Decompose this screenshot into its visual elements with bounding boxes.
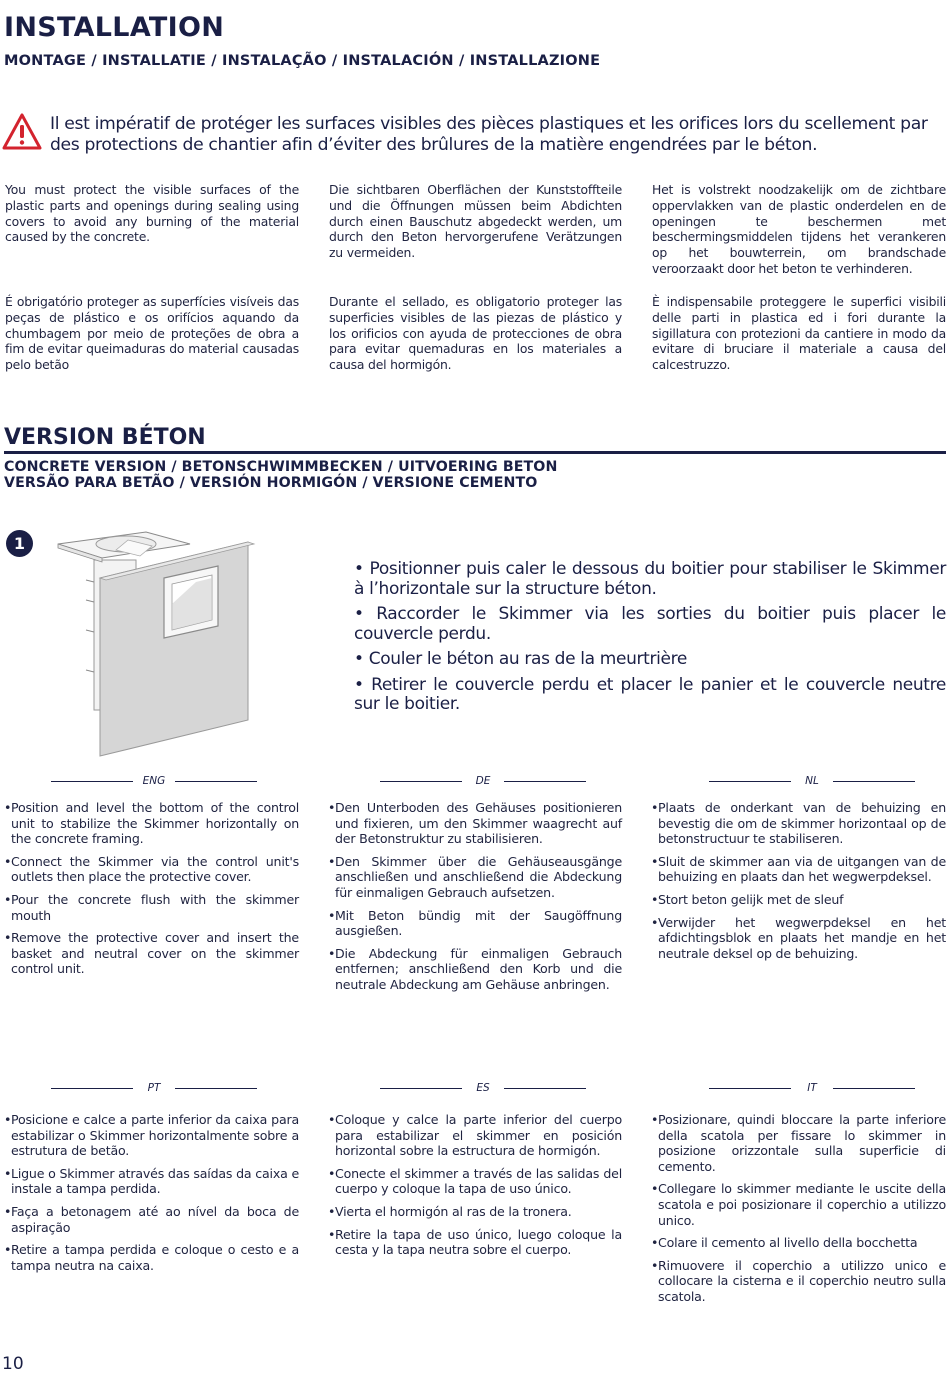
section-title: VERSION BÉTON: [4, 425, 206, 450]
list-item: • Mit Beton bündig mit der Saugöffnung ausgießen.: [328, 908, 622, 939]
instructions-eng: [4, 800, 299, 984]
instructions-de: [328, 800, 622, 1000]
list-item: • Position and level the bottom of the control unit to stabilize the Skimmer horizontally on the concrete framing.: [4, 800, 299, 847]
list-item: • Remove the protective cover and insert the basket and neutral cover on the skimmer control unit.: [4, 930, 299, 977]
list-item: • Posizionare, quindi bloccare la parte inferiore della scatola per fissare lo skimmer in posizione orizzontale sulla superficie di cemento.: [651, 1112, 946, 1174]
list-item: • Stort beton gelijk met de sleuf: [651, 892, 946, 908]
lang-header-de: DE: [380, 775, 586, 787]
list-item: • Retire la tapa de uso único, luego coloque la cesta y la tapa neutra sobre el cuerpo.: [328, 1227, 622, 1258]
fr-instructions: [354, 560, 946, 721]
list-item: • Vierta el hormigón al ras de la tronera.: [328, 1204, 622, 1220]
list-item: • Den Unterboden des Gehäuses positionieren und fixieren, um den Skimmer waagrecht auf der Betonstruktur zu stabilisieren.: [328, 800, 622, 847]
list-item: • Connect the Skimmer via the control unit's outlets then place the protective cover.: [4, 854, 299, 885]
lang-header-eng: ENG: [51, 775, 257, 787]
list-item: • Faça a betonagem até ao nível da boca de aspiração: [4, 1204, 299, 1235]
list-item: • Den Skimmer über die Gehäuseausgänge anschließen und anschließend die Abdeckung für einmaligen Gebrauch aufsetzen.: [328, 854, 622, 901]
section-divider: [4, 451, 946, 454]
warning-triangle-icon: [2, 112, 42, 152]
instructions-it: [651, 1112, 946, 1312]
step-number-badge: 1: [6, 530, 33, 557]
list-item: • Retire a tampa perdida e coloque o cesto e a tampa neutra na caixa.: [4, 1242, 299, 1273]
list-item: • Plaats de onderkant van de behuizing en bevestig die om de skimmer horizontaal op de betonstructuur te stabiliseren.: [651, 800, 946, 847]
list-item: • Sluit de skimmer aan via de uitgangen van de behuizing en plaats dan het wegwerpdeksel.: [651, 854, 946, 885]
list-item: • Verwijder het wegwerpdeksel en het afdichtingsblok en plaats het mandje en het neutrale deksel op de behuizing.: [651, 915, 946, 962]
lang-header-nl: NL: [709, 775, 915, 787]
skimmer-illustration: [56, 520, 306, 778]
fr-bullet: • Retirer le couvercle perdu et placer le panier et le couvercle neutre sur le boitier.: [354, 674, 946, 714]
warning-de: Die sichtbaren Oberflächen der Kunststoffteile und die Öffnungen müssen beim Abdichten durch einen Bauschutz abgedeckt werden, um durch den Beton hervorgerufene Verätzungen zu vermeiden.: [329, 182, 622, 261]
fr-bullet: • Raccorder le Skimmer via les sorties du boitier puis placer le couvercle perdu.: [354, 604, 946, 644]
list-item: • Die Abdeckung für einmaligen Gebrauch entfernen; anschließend den Korb und die neutrale Abdeckung am Gehäuse anbringen.: [328, 946, 622, 993]
list-item: • Pour the concrete flush with the skimmer mouth: [4, 892, 299, 923]
list-item: • Conecte el skimmer a través de las salidas del cuerpo y coloque la tapa de uso único.: [328, 1166, 622, 1197]
lang-header-it: IT: [709, 1082, 915, 1094]
instructions-pt: [4, 1112, 299, 1280]
instructions-es: [328, 1112, 622, 1265]
page-title: INSTALLATION: [4, 12, 225, 43]
warning-text: Il est impératif de protéger les surfaces visibles des pièces plastiques et les orifices lors du scellement par des protections de chantier afin d’éviter des brûlures de la matière engendrées par le béton.: [50, 114, 928, 155]
fr-bullet: • Positionner puis caler le dessous du boitier pour stabiliser le Skimmer à l’horizontale sur la structure béton.: [354, 559, 946, 599]
list-item: • Colare il cemento al livello della bocchetta: [651, 1235, 946, 1251]
warning-nl: Het is volstrekt noodzakelijk om de zichtbare oppervlakken van de plastic onderdelen en de openingen te beschermen met beschermingsmiddelen tijdens het verankeren op het bouwterrein, om brandschade veroorzaakt door het beton te verhinderen.: [652, 182, 946, 276]
list-item: • Ligue o Skimmer através das saídas da caixa e instale a tampa perdida.: [4, 1166, 299, 1197]
lang-header-pt: PT: [51, 1082, 257, 1094]
list-item: • Posicione e calce a parte inferior da caixa para estabilizar o Skimmer horizontalmente sobre a estrutura de betão.: [4, 1112, 299, 1159]
instructions-nl: [651, 800, 946, 968]
list-item: • Coloque y calce la parte inferior del cuerpo para estabilizar el skimmer en posición horizontal sobre la estructura de hormigón.: [328, 1112, 622, 1159]
warning-eng: You must protect the visible surfaces of the plastic parts and openings during sealing using covers to avoid any burning of the material caused by the concrete.: [5, 182, 299, 245]
warning-it: È indispensabile proteggere le superfici visibili delle parti in plastica ed i fori durante la sigillatura con protezioni da cantiere in modo da evitare di bruciare il materiale a causa del calcestruzzo.: [652, 294, 946, 373]
warning-pt: É obrigatório proteger as superfícies visíveis das peças de plástico e os orifícios aquando da chumbagem por meio de proteções de obra a fim de evitar queimaduras do material causadas pelo betão: [5, 294, 299, 373]
lang-header-es: ES: [380, 1082, 586, 1094]
list-item: • Rimuovere il coperchio a utilizzo unico e collocare la cisterna e il coperchio neutro sulla scatola.: [651, 1258, 946, 1305]
page-number: 10: [2, 1354, 24, 1374]
section-subtitle: CONCRETE VERSION / BETONSCHWIMMBECKEN / UITVOERING BETON VERSÃO PARA BETÃO / VERSIÓN HORMIGÓN / VERSIONE CEMENTO: [4, 459, 558, 491]
fr-bullet: • Couler le béton au ras de la meurtrière: [354, 649, 687, 669]
page-subtitle: MONTAGE / INSTALLATIE / INSTALAÇÃO / INSTALACIÓN / INSTALLAZIONE: [4, 53, 601, 69]
warning-es: Durante el sellado, es obligatorio proteger las superficies visibles de las piezas de plástico y los orificios con ayuda de protecciones de obra para evitar quemaduras en los materiales a causa del hormigón.: [329, 294, 622, 373]
list-item: • Collegare lo skimmer mediante le uscite della scatola e poi posizionare il coperchio a utilizzo unico.: [651, 1181, 946, 1228]
